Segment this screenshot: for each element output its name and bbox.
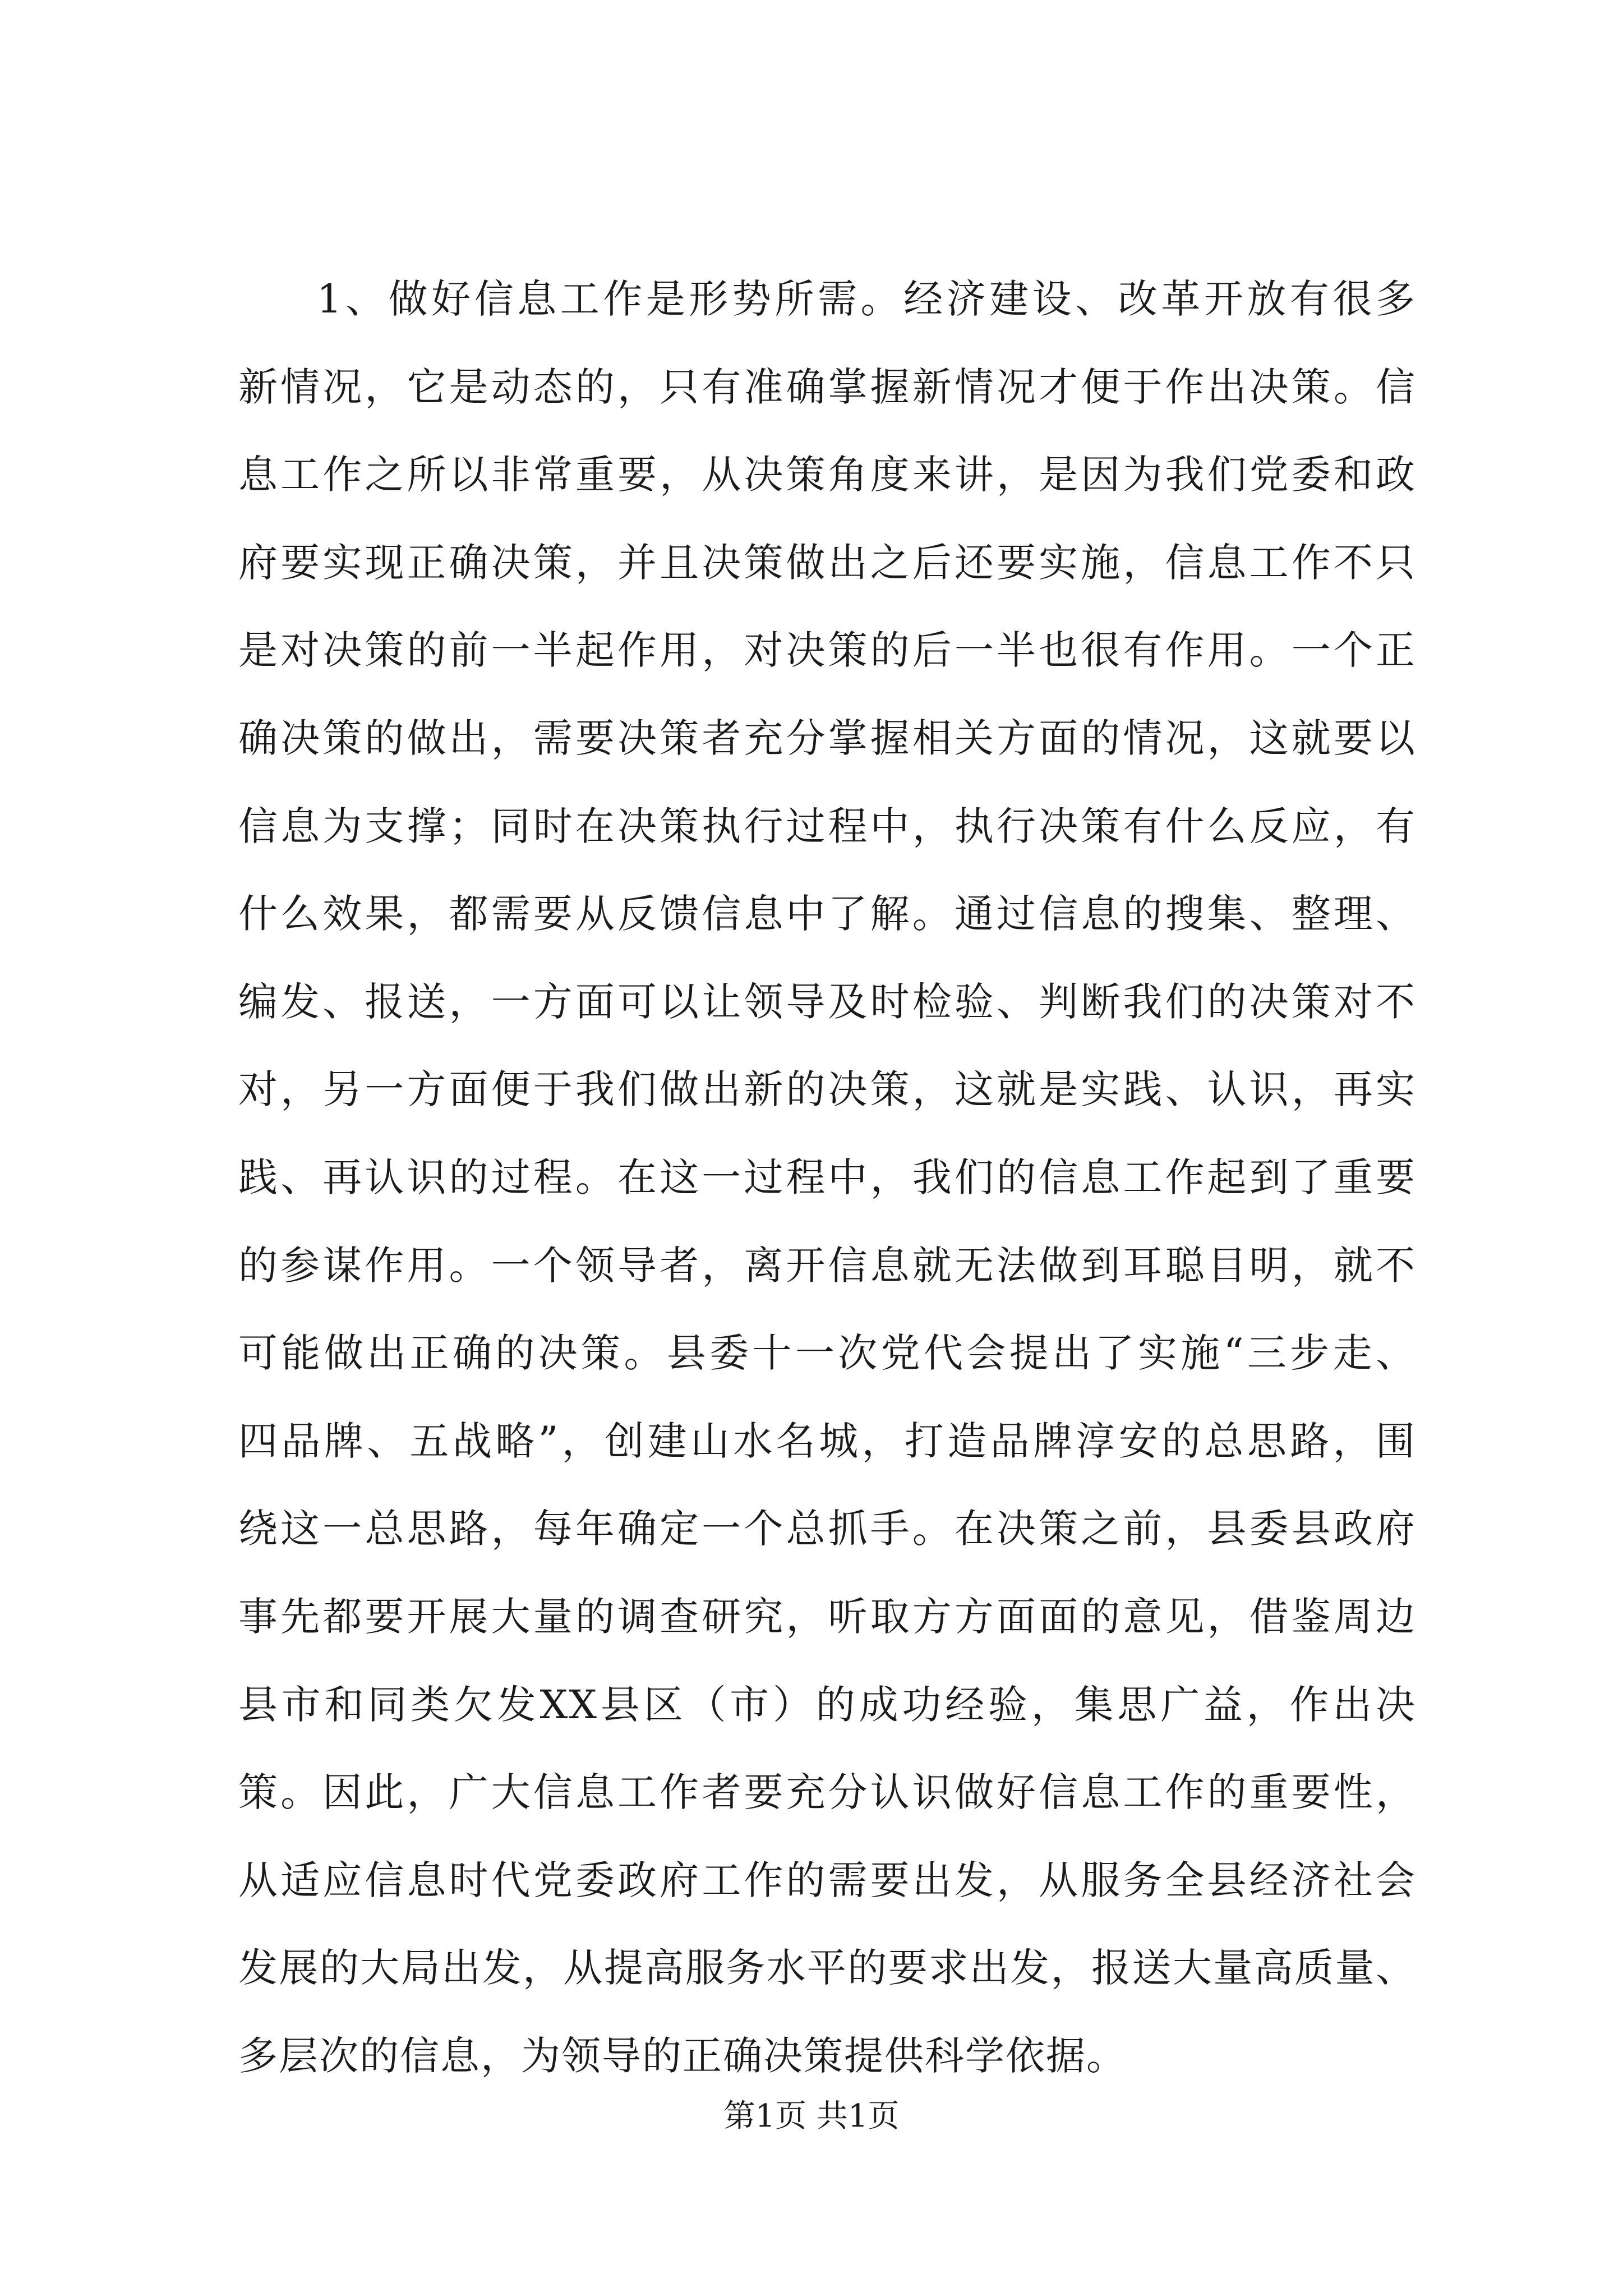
page-number-footer: 第1页 共1页: [723, 2098, 900, 2134]
paragraph-line: 从适应信息时代党委政府工作的需要出发，从服务全县经济社会: [238, 1857, 1416, 1903]
paragraph-line: 发展的大局出发，从提高服务水平的要求出发，报送大量高质量、: [238, 1945, 1416, 1991]
paragraph-line: 多层次的信息，为领导的正确决策提供科学依据。: [238, 2032, 1127, 2079]
paragraph-line: 事先都要开展大量的调查研究，听取方方面面的意见，借鉴周边: [238, 1593, 1416, 1640]
paragraph-line: 1、做好信息工作是形势所需。经济建设、改革开放有很多: [317, 276, 1416, 322]
paragraph-line: 信息为支撑；同时在决策执行过程中，执行决策有什么反应，有: [238, 803, 1416, 849]
paragraph-line: 是对决策的前一半起作用，对决策的后一半也很有作用。一个正: [238, 627, 1416, 674]
paragraph-line: 四品牌、五战略”，创建山水名城，打造品牌淳安的总思路，围: [238, 1418, 1416, 1464]
paragraph-line: 策。因此，广大信息工作者要充分认识做好信息工作的重要性，: [238, 1769, 1416, 1816]
paragraph-line: 什么效果，都需要从反馈信息中了解。通过信息的搜集、整理、: [238, 891, 1416, 937]
paragraph-line: 绕这一总思路，每年确定一个总抓手。在决策之前，县委县政府: [238, 1506, 1416, 1552]
paragraph-line: 新情况，它是动态的，只有准确掌握新情况才便于作出决策。信: [238, 364, 1416, 410]
paragraph-line: 的参谋作用。一个领导者，离开信息就无法做到耳聪目明，就不: [238, 1242, 1416, 1289]
paragraph-line: 确决策的做出，需要决策者充分掌握相关方面的情况，这就要以: [238, 715, 1416, 761]
paragraph-line: 可能做出正确的决策。县委十一次党代会提出了实施“三步走、: [238, 1330, 1416, 1377]
paragraph-line: 践、再认识的过程。在这一过程中，我们的信息工作起到了重要: [238, 1154, 1416, 1200]
paragraph-line: 对，另一方面便于我们做出新的决策，这就是实践、认识，再实: [238, 1066, 1416, 1113]
paragraph-line: 息工作之所以非常重要，从决策角度来讲，是因为我们党委和政: [238, 452, 1416, 498]
paragraph-line: 县市和同类欠发XX县区（市）的成功经验，集思广益，作出决: [238, 1681, 1416, 1728]
paragraph-line: 府要实现正确决策，并且决策做出之后还要实施，信息工作不只: [238, 539, 1416, 586]
body-paragraph: [238, 255, 1416, 2100]
paragraph-line: 编发、报送，一方面可以让领导及时检验、判断我们的决策对不: [238, 978, 1416, 1025]
